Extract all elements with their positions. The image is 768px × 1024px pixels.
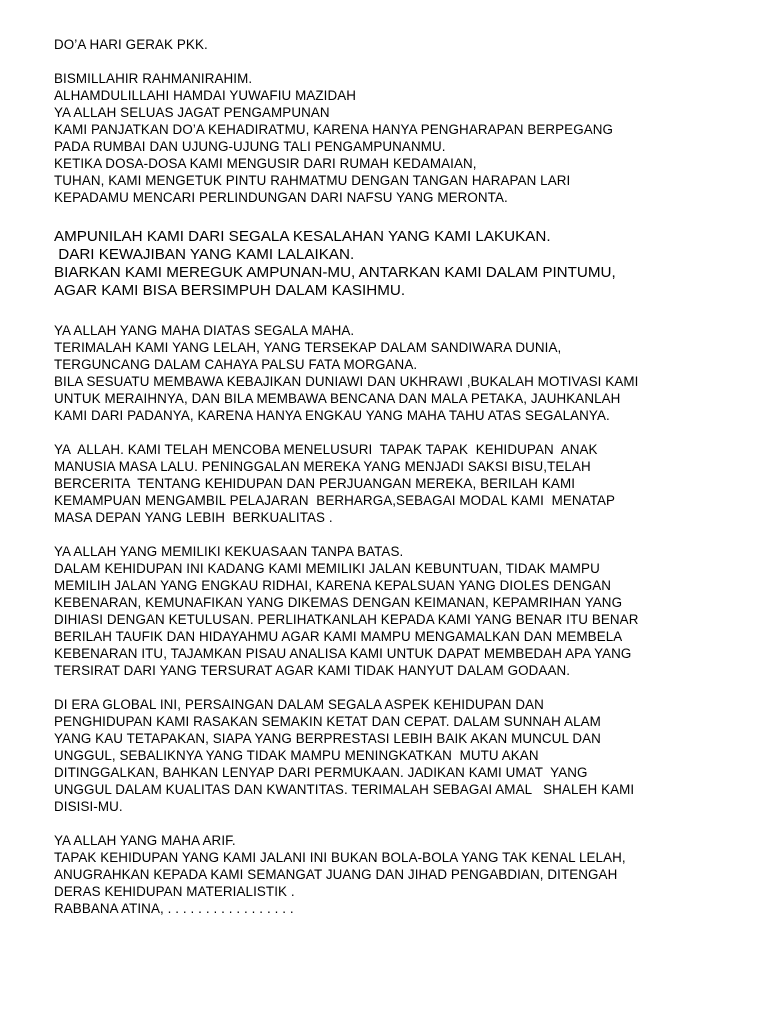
emphasis-line: BIARKAN KAMI MEREGUK AMPUNAN-MU, ANTARKAN KAMI DALAM PINTUMU, (54, 264, 616, 281)
text-line: DI ERA GLOBAL INI, PERSAINGAN DALAM SEGALA ASPEK KEHIDUPAN DAN (54, 697, 544, 712)
text-line: MANUSIA MASA LALU. PENINGGALAN MEREKA YANG MENJADI SAKSI BISU,TELAH (54, 459, 591, 474)
spacer (54, 206, 754, 228)
text-line: TAPAK KEHIDUPAN YANG KAMI JALANI INI BUKAN BOLA-BOLA YANG TAK KENAL LELAH, (54, 850, 626, 865)
spacer (54, 815, 754, 832)
paragraph-emphasis (54, 228, 754, 300)
text-line: BISMILLAHIR RAHMANIRAHIM. (54, 71, 253, 86)
text-line: DIHIASI DENGAN KETULUSAN. PERLIHATKANLAH KEPADA KAMI YANG BENAR ITU BENAR (54, 612, 639, 627)
text-line: KAMI DARI PADANYA, KARENA HANYA ENGKAU YANG MAHA TAHU ATAS SEGALANYA. (54, 408, 610, 423)
text-line: RABBANA ATINA, . . . . . . . . . . . . . . . . . (54, 901, 294, 916)
text-line: TERGUNCANG DALAM CAHAYA PALSU FATA MORGANA. (54, 357, 418, 372)
text-line: UNGGUL DALAM KUALITAS DAN KWANTITAS. TERIMALAH SEBAGAI AMAL SHALEH KAMI (54, 782, 635, 797)
document-page (54, 36, 754, 917)
text-line: DERAS KEHIDUPAN MATERIALISTIK . (54, 884, 295, 899)
text-line: TERSIRAT DARI YANG TERSURAT AGAR KAMI TIDAK HANYUT DALAM GODAAN. (54, 663, 571, 678)
text-line: BERCERITA TENTANG KEHIDUPAN DAN PERJUANGAN MEREKA, BERILAH KAMI (54, 476, 576, 491)
text-line: MEMILIH JALAN YANG ENGKAU RIDHAI, KARENA KEPALSUAN YANG DIOLES DENGAN (54, 578, 612, 593)
paragraph-arif (54, 832, 754, 917)
text-line: DITINGGALKAN, BAHKAN LENYAP DARI PERMUKAAN. JADIKAN KAMI UMAT YANG (54, 765, 588, 780)
text-line: TUHAN, KAMI MENGETUK PINTU RAHMATMU DENGAN TANGAN HARAPAN LARI (54, 173, 571, 188)
spacer (54, 53, 754, 70)
text-line: KETIKA DOSA-DOSA KAMI MENGUSIR DARI RUMAH KEDAMAIAN, (54, 156, 477, 171)
text-line: ALHAMDULILLAHI HAMDAI YUWAFIU MAZIDAH (54, 88, 357, 103)
text-line: UNGGUL, SEBALIKNYA YANG TIDAK MAMPU MENINGKATKAN MUTU AKAN (54, 748, 539, 763)
emphasis-line: AGAR KAMI BISA BERSIMPUH DALAM KASIHMU. (54, 282, 406, 299)
paragraph-maha (54, 322, 754, 424)
spacer (54, 526, 754, 543)
text-line: YANG KAU TETAPAKAN, SIAPA YANG BERPRESTASI LEBIH BAIK AKAN MUNCUL DAN (54, 731, 601, 746)
text-line: YA ALLAH YANG MAHA DIATAS SEGALA MAHA. (54, 323, 355, 338)
text-line: KEBENARAN ITU, TAJAMKAN PISAU ANALISA KAMI UNTUK DAPAT MEMBEDAH APA YANG (54, 646, 632, 661)
paragraph-opening (54, 70, 754, 206)
text-line: KEPADAMU MENCARI PERLINDUNGAN DARI NAFSU YANG MERONTA. (54, 190, 508, 205)
text-line: YA ALLAH SELUAS JAGAT PENGAMPUNAN (54, 105, 330, 120)
paragraph-kekuasaan (54, 543, 754, 679)
paragraph-global (54, 696, 754, 815)
document-title: DO’A HARI GERAK PKK. (54, 37, 208, 52)
text-line: TERIMALAH KAMI YANG LELAH, YANG TERSEKAP DALAM SANDIWARA DUNIA, (54, 340, 562, 355)
paragraph-tapak (54, 441, 754, 526)
emphasis-line: AMPUNILAH KAMI DARI SEGALA KESALAHAN YANG KAMI LAKUKAN. (54, 228, 551, 245)
spacer (54, 300, 754, 322)
text-line: YA ALLAH YANG MAHA ARIF. (54, 833, 236, 848)
text-line: BILA SESUATU MEMBAWA KEBAJIKAN DUNIAWI DAN UKHRAWI ,BUKALAH MOTIVASI KAMI (54, 374, 639, 389)
text-line: KEBENARAN, KEMUNAFIKAN YANG DIKEMAS DENGAN KEIMANAN, KEPAMRIHAN YANG (54, 595, 623, 610)
text-line: PENGHIDUPAN KAMI RASAKAN SEMAKIN KETAT DAN CEPAT. DALAM SUNNAH ALAM (54, 714, 601, 729)
text-line: UNTUK MERAIHNYA, DAN BILA MEMBAWA BENCANA DAN MALA PETAKA, JAUHKANLAH (54, 391, 621, 406)
text-line: DISISI-MU. (54, 799, 123, 814)
text-line: MASA DEPAN YANG LEBIH BERKUALITAS . (54, 510, 333, 525)
text-line: YA ALLAH YANG MEMILIKI KEKUASAAN TANPA BATAS. (54, 544, 404, 559)
text-line: KEMAMPUAN MENGAMBIL PELAJARAN BERHARGA,SEBAGAI MODAL KAMI MENATAP (54, 493, 616, 508)
emphasis-line: DARI KEWAJIBAN YANG KAMI LALAIKAN. (54, 246, 355, 263)
text-line: ANUGRAHKAN KEPADA KAMI SEMANGAT JUANG DAN JIHAD PENGABDIAN, DITENGAH (54, 867, 618, 882)
text-line: KAMI PANJATKAN DO’A KEHADIRATMU, KARENA HANYA PENGHARAPAN BERPEGANG (54, 122, 614, 137)
spacer (54, 424, 754, 441)
text-line: BERILAH TAUFIK DAN HIDAYAHMU AGAR KAMI MAMPU MENGAMALKAN DAN MEMBELA (54, 629, 623, 644)
text-line: DALAM KEHIDUPAN INI KADANG KAMI MEMILIKI JALAN KEBUNTUAN, TIDAK MAMPU (54, 561, 600, 576)
spacer (54, 679, 754, 696)
text-line: PADA RUMBAI DAN UJUNG-UJUNG TALI PENGAMPUNANMU. (54, 139, 446, 154)
text-line: YA ALLAH. KAMI TELAH MENCOBA MENELUSURI TAPAK TAPAK KEHIDUPAN ANAK (54, 442, 598, 457)
